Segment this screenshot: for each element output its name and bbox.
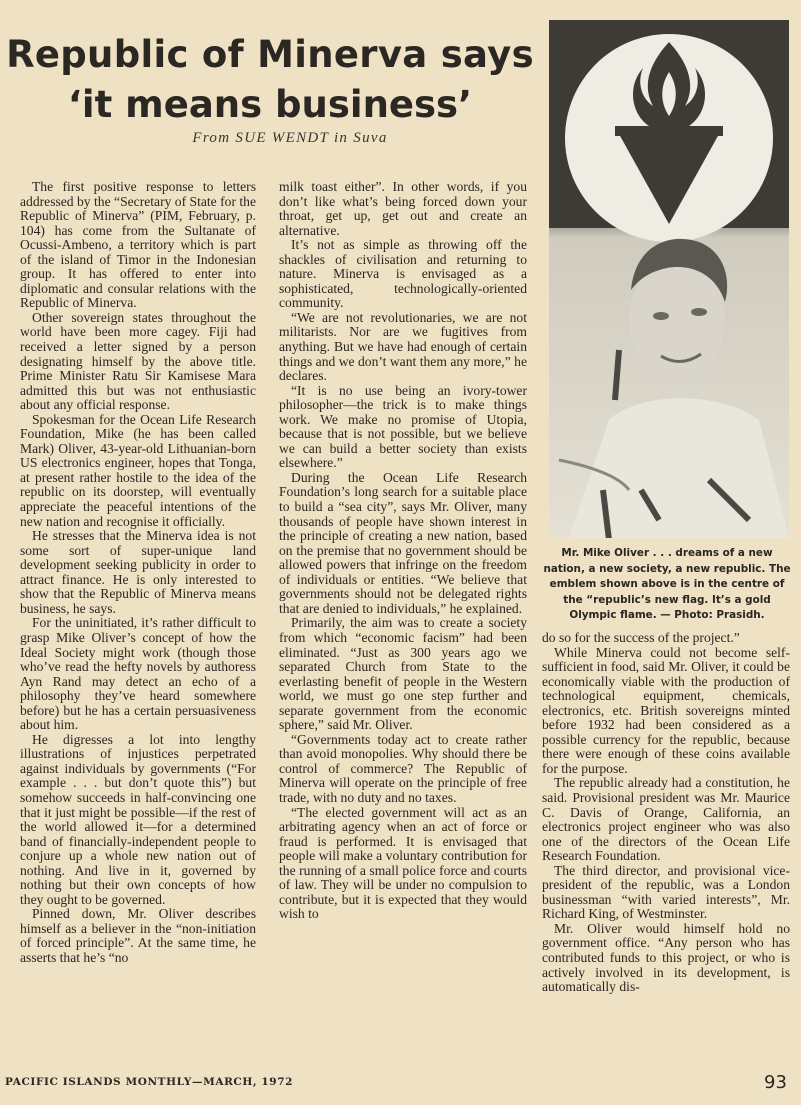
byline-suffix: in Suva xyxy=(328,130,388,146)
paragraph: “Governments today act to create rather than avoid monopolies. Why should there be control of commerce? The Republic of Minerva will operate on the principle of free trade, with no duty and no taxes. xyxy=(279,731,527,805)
paragraph: It’s not as simple as throwing off the shackles of civilisation and returning to nature. Minerva is envisaged as a sophisticated, technologically-oriented community. xyxy=(279,237,527,311)
paragraph: Other sovereign states throughout the world have been more cagey. Fiji had received a letter signed by a person designating himself by the above title. Prime Minister Ratu Sir Kamisese Mara admitted this but was not enthusiastic about any official response. xyxy=(20,309,256,413)
paragraph: Primarily, the aim was to create a society from which “economic facism” had been eliminated. “Just as 300 years ago we separated Church from State to the everlasting benefit of people in the Western world, we must go one step further and separate government from the economic sphere,” said Mr. Oliver. xyxy=(279,615,527,733)
paragraph: milk toast either”. In other words, if you don’t like what’s being forced down your throat, get up, get out and create an alternative. xyxy=(279,179,527,238)
paragraph: He digresses a lot into lengthy illustrations of injustices perpetrated against individuals by governments (“For example . . . but don’t quote this”) but somehow succeeds in half-convincing one that it just might be possible—if the rest of the world allowed it—for a determined band of financially-independent people to conjure up a whole new nation out of nothing. And live in it, governed by nothing but their own concepts of how they ought to be governed. xyxy=(20,731,256,907)
paragraph: do so for the success of the project.” xyxy=(542,630,740,645)
paragraph: The first positive response to letters addressed by the “Secretary of State for the Republic of Minerva” (PIM, February, p. 104) has come from the Sultanate of Ocussi-Ambeno, a territory which is part of the island of Timor in the Indonesian group. It has offered to enter into diplomatic and consular relations with the Republic of Minerva. xyxy=(20,179,256,311)
article-column-2 xyxy=(279,180,527,922)
headline-line-2: ‘it means business’ xyxy=(67,83,473,127)
page-number: 93 xyxy=(764,1072,787,1093)
byline-prefix: From xyxy=(192,130,236,146)
headline xyxy=(0,31,540,129)
paragraph: The republic already had a constitution, he said. Provisional president was Mr. Maurice C. Davis of Orange, California, an electronics project engineer who was also one of the directors of the Ocean Life Research Foundation. xyxy=(542,775,790,864)
paragraph: During the Ocean Life Research Foundation’s long search for a suitable place to build a “sea city”, says Mr. Oliver, many thousands of people have shown interest in the principle of creating a new nation, based on the premise that no government should be allowed powers that infringe on the freedom of individuals or entities. “We believe that governments should not be delegated rights that are denied to individuals,” he explained. xyxy=(279,469,527,616)
paragraph: “The elected government will act as an arbitrating agency when an act of force or fraud is performed. It is envisaged that people will make a voluntary contribution for the running of a small police force and courts of law. They will be under no compulsion to contribute, but it is expected that they would wish to xyxy=(279,804,527,922)
publication-footer: PACIFIC ISLANDS MONTHLY—MARCH, 1972 xyxy=(5,1076,294,1088)
paragraph: The third director, and provisional vice-president of the republic, was a London businessman “with varied interests”, Mr. Richard King, of Westminster. xyxy=(542,862,790,922)
paragraph: Mr. Oliver would himself hold no government office. “Any person who has contributed funds to this project, or who is actively involved in its development, is automatically dis- xyxy=(542,920,790,995)
paragraph: Pinned down, Mr. Oliver describes himself as a believer in the “non-initiation of forced principle”. At the same time, he asserts that he’s “no xyxy=(20,906,256,965)
paragraph: Spokesman for the Ocean Life Research Foundation, Mike (he has been called Mark) Oliver, 43-year-old Lithuanian-born US electronics engineer, hopes that Tonga, at present rather hostile to the idea of the republic on its doorstep, will eventually appreciate the peaceful intentions of the new nation and recognise it officially. xyxy=(20,411,256,529)
headline-line-1: Republic of Minerva says xyxy=(6,33,534,77)
paragraph: “We are not revolutionaries, we are not militarists. Nor are we fugitives from anything. But we have had enough of certain things and we don’t want them any more,” he declares. xyxy=(279,309,527,384)
portrait-photo xyxy=(549,20,789,538)
article-column-3 xyxy=(542,631,790,995)
paragraph: “It is no use being an ivory-tower philosopher—the trick is to make things work. We make no promise of Utopia, because that is not possible, but we believe we can build a better society than exists elsewhere.” xyxy=(279,382,527,471)
byline xyxy=(30,130,550,147)
paragraph: He stresses that the Minerva idea is not some sort of super-unique land development seeking publicity in order to attract finance. He is only interested to show that the Republic of Minerva means business, he says. xyxy=(20,528,256,616)
paragraph: For the uninitiated, it’s rather difficult to grasp Mike Oliver’s concept of how the Ideal Society might work (though those who’ve read the hefty novels by authoress Ayn Rand may detect an echo of a philosophy they’ve heard somewhere before) but he has a certain persuasiveness about him. xyxy=(20,615,256,733)
paragraph: While Minerva could not become self-sufficient in food, said Mr. Oliver, it could be economically viable with the production of technological equipment, chemicals, electronics, etc. British sovereigns minted before 1932 had been considered as a possible currency for the republic, because there were enough of these coins available for the purpose. xyxy=(542,644,790,776)
article-column-1 xyxy=(20,180,256,966)
torch-flame-emblem-icon xyxy=(549,20,789,538)
photo-caption: Mr. Mike Oliver . . . dreams of a new nation, a new society, a new republic. The emblem shown above is in the centre of the “republic’s new flag. It’s a gold Olympic flame. — Photo: Prasidh. xyxy=(543,547,791,621)
byline-author: SUE WENDT xyxy=(235,130,329,146)
